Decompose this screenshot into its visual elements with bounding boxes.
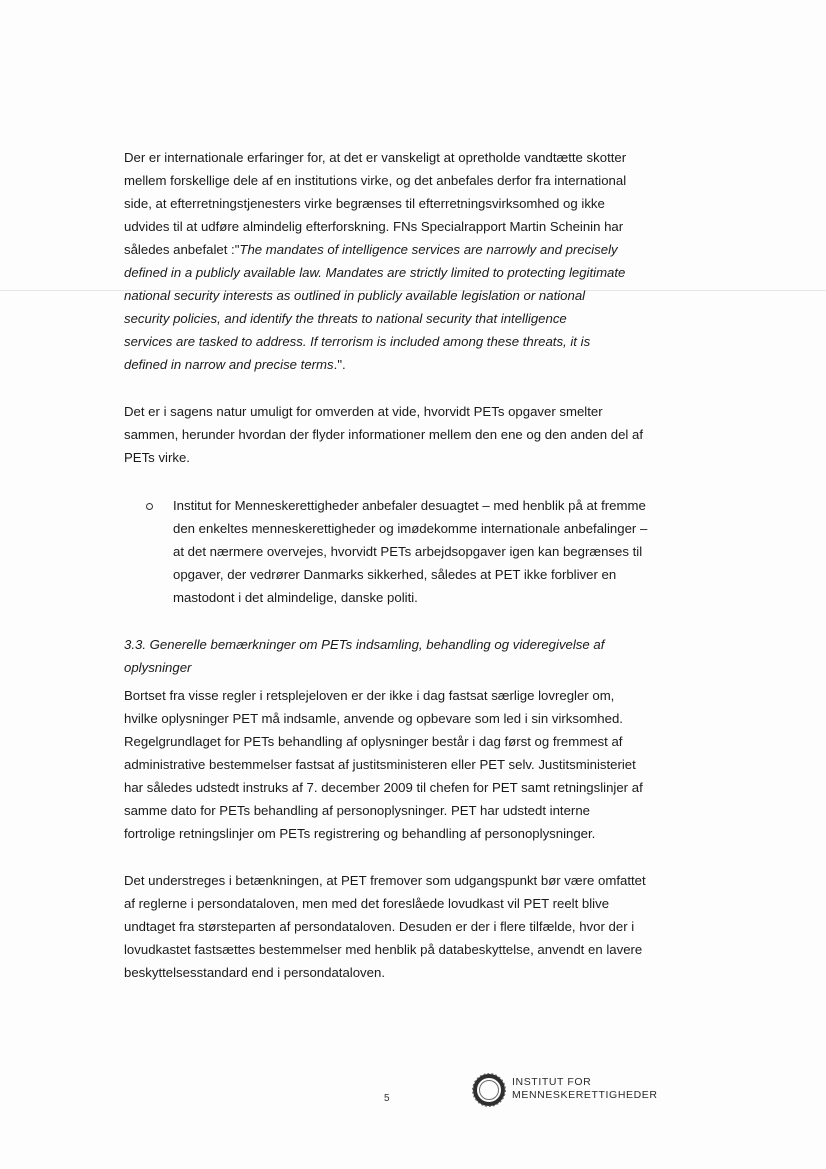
quote-end: .". — [333, 357, 346, 372]
text-line: mastodont i det almindelige, danske politi. — [173, 590, 418, 605]
text-line: side, at efterretningstjenesters virke begrænses til efterretningsvirksomhed og ikke — [124, 196, 605, 211]
text-line: fortrolige retningslinjer om PETs registrering og behandling af personoplysninger. — [124, 826, 596, 841]
text-line: hvilke oplysninger PET må indsamle, anvende og opbevare som led i sin virksomhed. — [124, 711, 623, 726]
logo-line-2: MENNESKERETTIGHEDER — [512, 1089, 658, 1101]
text-line: at det nærmere overvejes, hvorvidt PETs arbejdsopgaver igen kan begrænses til — [173, 544, 643, 559]
paragraph-regulation-basis — [124, 684, 664, 845]
bullet-text — [173, 494, 673, 609]
paragraph-pet-tasks — [124, 400, 664, 469]
quote-text: The mandates of intelligence services are narrowly and precisely — [239, 242, 618, 257]
text-line: lovudkastet fastsættes bestemmelser med henblik på databeskyttelse, anvendt en lavere — [124, 942, 643, 957]
bullet-marker-icon — [146, 503, 153, 510]
text-line: Regelgrundlaget for PETs behandling af oplysninger består i dag først og fremmest af — [124, 734, 623, 749]
text-line: administrative bestemmelser fastsat af justitsministeren eller PET selv. Justitsministeriet — [124, 757, 636, 772]
quote-line: security policies, and identify the threats to national security that intelligence — [124, 311, 567, 326]
text-line: mellem forskellige dele af en institutions virke, og det anbefales derfor fra international — [124, 173, 627, 188]
text-line: Der er internationale erfaringer for, at det er vanskeligt at opretholde vandtætte skotter — [124, 150, 627, 165]
institute-logo — [472, 1072, 662, 1108]
text-line: Institut for Menneskerettigheder anbefaler desuagtet – med henblik på at fremme — [173, 498, 646, 513]
text-line: Det er i sagens natur umuligt for omverden at vide, hvorvidt PETs opgaver smelter — [124, 404, 603, 419]
text-line: samme dato for PETs behandling af personoplysninger. PET har udstedt interne — [124, 803, 590, 818]
page-number: 5 — [384, 1093, 390, 1104]
logo-line-1: INSTITUT FOR — [512, 1076, 592, 1088]
text-line: sammen, herunder hvordan der flyder informationer mellem den ene og den anden del af — [124, 427, 644, 442]
quote-line: defined in a publicly available law. Mandates are strictly limited to protecting legitimate — [124, 265, 626, 280]
text-line-mixed — [124, 238, 664, 261]
quote-line: national security interests as outlined in publicly available legislation or national — [124, 288, 586, 303]
text-line: Bortset fra visse regler i retsplejeloven er der ikke i dag fastsat særlige lovregler om, — [124, 688, 615, 703]
text-line: undtaget fra størsteparten af persondataloven. Desuden er der i flere tilfælde, hvor der i — [124, 919, 635, 934]
text-line: opgaver, der vedrører Danmarks sikkerhed, således at PET ikke forbliver en — [173, 567, 617, 582]
heading-line: 3.3. Generelle bemærkninger om PETs indsamling, behandling og videregivelse af — [124, 637, 605, 652]
text-line: PETs virke. — [124, 450, 190, 465]
quote-line: services are tasked to address. If terrorism is included among these threats, it is — [124, 334, 591, 349]
text-line: af reglerne i persondataloven, men med det foreslåede lovudkast vil PET reelt blive — [124, 896, 610, 911]
text-line: beskyttelsesstandard end i persondataloven. — [124, 965, 385, 980]
quote-text: defined in narrow and precise terms — [124, 357, 334, 372]
text-line-mixed — [124, 353, 664, 376]
ring-logo-icon — [472, 1072, 508, 1108]
logo-wordmark — [512, 1076, 658, 1102]
text-line: udvides til at udføre almindelig efterforskning. FNs Specialrapport Martin Scheinin har — [124, 219, 624, 234]
text-line: den enkeltes menneskerettigheder og imødekomme internationale anbefalinger – — [173, 521, 648, 536]
section-heading — [124, 633, 664, 679]
text-prefix: således anbefalet :" — [124, 242, 240, 257]
paragraph-intelligence-mandates — [124, 146, 664, 376]
text-line: Det understreges i betænkningen, at PET fremover som udgangspunkt bør være omfattet — [124, 873, 646, 888]
paragraph-data-protection — [124, 869, 664, 984]
text-line: har således udstedt instruks af 7. december 2009 til chefen for PET samt retningslinjer af — [124, 780, 643, 795]
heading-line: oplysninger — [124, 660, 192, 675]
